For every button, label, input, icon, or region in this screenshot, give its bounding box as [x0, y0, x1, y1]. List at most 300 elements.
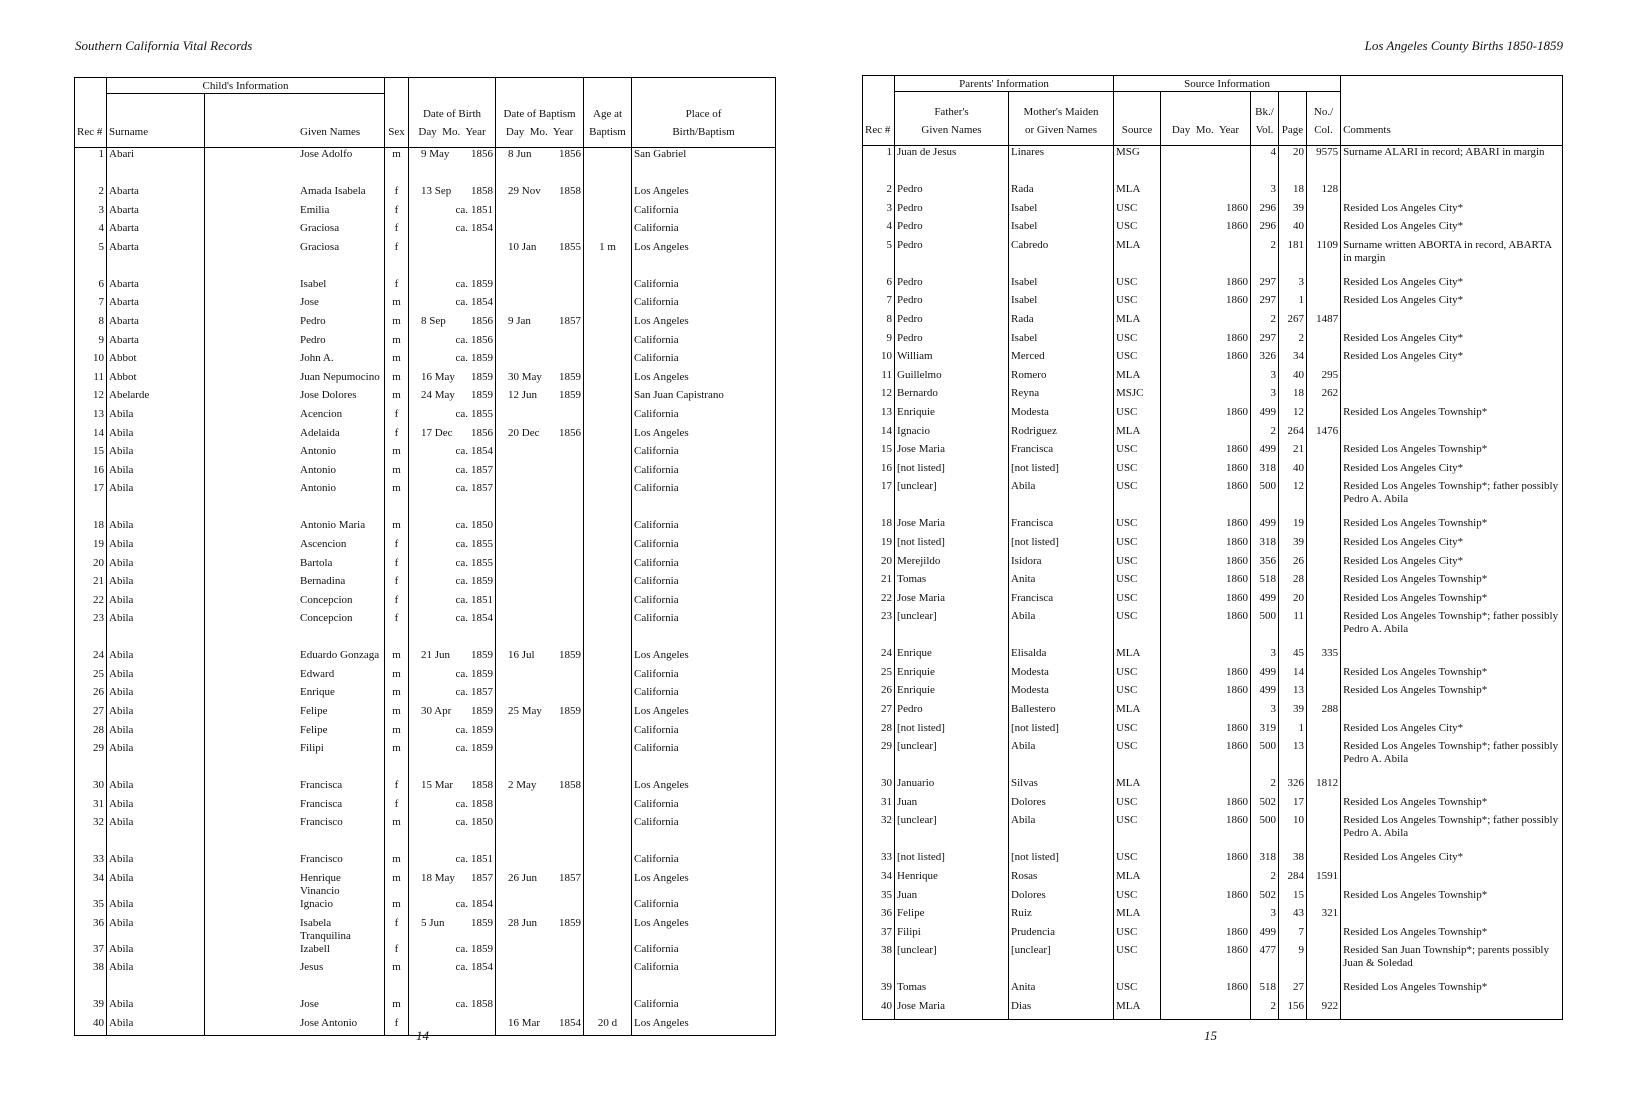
date-of-baptism	[496, 557, 584, 576]
date-of-baptism	[496, 315, 584, 334]
sex: m	[385, 742, 409, 779]
rec-number: 26	[75, 686, 107, 705]
bap-day-month: 28 Jun	[508, 916, 538, 929]
column	[1307, 889, 1341, 908]
source-year	[1161, 183, 1251, 202]
table-row	[863, 517, 1563, 536]
page: 39	[1279, 536, 1307, 555]
date-of-baptism	[496, 961, 584, 998]
col-father	[895, 92, 1009, 146]
column	[1307, 332, 1341, 351]
dob-year: 1856	[471, 426, 494, 439]
rec-number: 32	[75, 816, 107, 853]
table-row	[75, 724, 776, 743]
place-of-birth: San Juan Capistrano	[632, 389, 776, 408]
age-at-baptism	[584, 612, 632, 649]
source-year	[1161, 777, 1251, 796]
surname: Abila	[107, 427, 205, 446]
rec-number: 9	[75, 334, 107, 353]
age-at-baptism	[584, 557, 632, 576]
source: MSJC	[1114, 387, 1161, 406]
table-row	[863, 406, 1563, 425]
source-year: 1860	[1161, 406, 1251, 425]
table-row	[75, 222, 776, 241]
volume: 318	[1251, 536, 1279, 555]
sex: m	[385, 334, 409, 353]
volume: 500	[1251, 740, 1279, 777]
given-names: Eduardo Gonzaga	[205, 649, 385, 668]
sex: m	[385, 519, 409, 538]
father-given-names: Filipi	[895, 926, 1009, 945]
surname: Abila	[107, 649, 205, 668]
page: 26	[1279, 555, 1307, 574]
surname: Abila	[107, 686, 205, 705]
column	[1307, 517, 1341, 536]
dob-year: 1850	[471, 816, 494, 829]
father-given-names: Ignacio	[895, 425, 1009, 444]
source-year	[1161, 907, 1251, 926]
dob-year: 1856	[471, 333, 494, 346]
given-names: Acencion	[205, 408, 385, 427]
right-page-header: Los Angeles County Births 1850-1859	[1364, 38, 1563, 53]
rec-number: 31	[75, 798, 107, 817]
date-of-birth	[409, 575, 496, 594]
page: 10	[1279, 814, 1307, 851]
source: USC	[1114, 536, 1161, 555]
date-of-baptism	[496, 408, 584, 427]
source-year: 1860	[1161, 610, 1251, 647]
sex: f	[385, 408, 409, 427]
rec-number: 13	[863, 406, 895, 425]
table-row	[863, 796, 1563, 815]
sex: m	[385, 445, 409, 464]
source-year	[1161, 239, 1251, 276]
parents-source-table	[862, 75, 1563, 1020]
page: 11	[1279, 610, 1307, 647]
comments: Resided Los Angeles Township*; father possibly Pedro A. Abila	[1341, 814, 1563, 851]
sex: m	[385, 853, 409, 872]
place-of-birth: Los Angeles	[632, 315, 776, 334]
col-date: Day Mo. Year	[1161, 92, 1251, 146]
volume: 518	[1251, 981, 1279, 1000]
dob-day-month: ca.	[455, 961, 469, 974]
bap-day-month: 10 Jan	[508, 240, 537, 253]
page: 20	[1279, 146, 1307, 184]
surname: Abila	[107, 961, 205, 998]
child-info-rows	[75, 148, 776, 1036]
comments: Resided San Juan Township*; parents possibly Juan & Soledad	[1341, 944, 1563, 981]
rec-number: 19	[75, 538, 107, 557]
dob-day-month: ca.	[455, 203, 469, 216]
comments	[1341, 907, 1563, 926]
date-of-baptism	[496, 779, 584, 798]
source: MLA	[1114, 313, 1161, 332]
volume: 319	[1251, 722, 1279, 741]
comments: Resided Los Angeles City*	[1341, 276, 1563, 295]
source: USC	[1114, 517, 1161, 536]
father-label-top: Father's	[934, 106, 969, 118]
rec-number: 13	[75, 408, 107, 427]
given-names: Ignacio	[205, 898, 385, 917]
given-names: Antonio	[205, 445, 385, 464]
col-surname: Surname	[107, 94, 205, 148]
father-given-names: Enriquie	[895, 406, 1009, 425]
given-names: Izabell	[205, 943, 385, 962]
rec-number: 24	[863, 647, 895, 666]
dob-day-month: ca.	[455, 445, 469, 458]
table-row	[75, 315, 776, 334]
date-of-birth	[409, 961, 496, 998]
sex: m	[385, 296, 409, 315]
volume: 499	[1251, 684, 1279, 703]
volume: 499	[1251, 517, 1279, 536]
blank-header-cell	[385, 78, 409, 94]
comments: Resided Los Angeles Township*	[1341, 981, 1563, 1000]
place-of-birth: California	[632, 943, 776, 962]
page: 27	[1279, 981, 1307, 1000]
column	[1307, 350, 1341, 369]
blank-header-cell	[584, 78, 632, 94]
father-given-names: Jose Maria	[895, 517, 1009, 536]
sex: m	[385, 389, 409, 408]
rec-number: 29	[75, 742, 107, 779]
dob-year: 1857	[471, 463, 494, 476]
surname: Abelarde	[107, 389, 205, 408]
date-of-baptism	[496, 204, 584, 223]
date-of-birth	[409, 917, 496, 943]
column: 295	[1307, 369, 1341, 388]
dob-day-month: ca.	[455, 482, 469, 495]
place-of-birth: California	[632, 222, 776, 241]
given-names: Antonio	[205, 482, 385, 519]
date-of-baptism	[496, 575, 584, 594]
col-label-top: No./	[1313, 106, 1334, 118]
mother-names: Francisca	[1009, 443, 1114, 462]
mother-names: Modesta	[1009, 666, 1114, 685]
date-of-baptism	[496, 1017, 584, 1036]
rec-number: 32	[863, 814, 895, 851]
mother-names: Abila	[1009, 610, 1114, 647]
date-of-baptism	[496, 668, 584, 687]
place-of-birth: Los Angeles	[632, 705, 776, 724]
age-at-baptism	[584, 222, 632, 241]
mother-names: Isabel	[1009, 276, 1114, 295]
date-of-birth	[409, 943, 496, 962]
dob-year: 1857	[471, 686, 494, 699]
volume: 499	[1251, 666, 1279, 685]
given-names: Jose	[205, 296, 385, 315]
father-given-names: Guillelmo	[895, 369, 1009, 388]
age-at-baptism	[584, 668, 632, 687]
source: MLA	[1114, 870, 1161, 889]
bap-day-month: 25 May	[508, 705, 542, 718]
mother-names: Isabel	[1009, 332, 1114, 351]
volume: 3	[1251, 387, 1279, 406]
source: MLA	[1114, 369, 1161, 388]
date-of-baptism	[496, 705, 584, 724]
date-of-birth	[409, 668, 496, 687]
rec-number: 24	[75, 649, 107, 668]
father-given-names: [not listed]	[895, 462, 1009, 481]
mother-names: Dias	[1009, 1000, 1114, 1019]
mother-names: Prudencia	[1009, 926, 1114, 945]
age-at-baptism	[584, 278, 632, 297]
table-row	[75, 185, 776, 204]
rec-number: 14	[863, 425, 895, 444]
page: 2	[1279, 332, 1307, 351]
source-year	[1161, 387, 1251, 406]
bap-day-month: 8 Jun	[508, 148, 532, 160]
volume: 3	[1251, 907, 1279, 926]
surname: Abbot	[107, 371, 205, 390]
parents-group-header: Parents' Information	[895, 76, 1114, 92]
date-of-birth	[409, 557, 496, 576]
place-of-birth: Los Angeles	[632, 241, 776, 278]
age-at-baptism	[584, 315, 632, 334]
date-of-birth	[409, 594, 496, 613]
dob-year: 1854	[471, 445, 494, 458]
given-names: Enrique	[205, 686, 385, 705]
table-row	[863, 536, 1563, 555]
volume: 4	[1251, 146, 1279, 184]
dob-day-month: 16 May	[421, 370, 455, 383]
dob-year: 1859	[471, 370, 494, 383]
dob-subcols: Day Mo. Year	[418, 126, 486, 138]
rec-number: 7	[863, 294, 895, 313]
source-year: 1860	[1161, 220, 1251, 239]
comments: Resided Los Angeles City*	[1341, 536, 1563, 555]
comments	[1341, 369, 1563, 388]
bap-year: 1856	[559, 426, 582, 439]
column	[1307, 796, 1341, 815]
sex: m	[385, 705, 409, 724]
age-at-baptism	[584, 853, 632, 872]
source-year: 1860	[1161, 480, 1251, 517]
bap-year: 1858	[559, 779, 582, 792]
table-row	[863, 480, 1563, 517]
table-row	[75, 204, 776, 223]
surname: Abila	[107, 917, 205, 943]
dob-year: 1855	[471, 556, 494, 569]
surname: Abila	[107, 779, 205, 798]
given-names: Jose	[205, 998, 385, 1017]
dob-day-month: ca.	[455, 686, 469, 699]
rec-number: 20	[863, 555, 895, 574]
dob-year: 1859	[471, 705, 494, 718]
date-of-birth	[409, 185, 496, 204]
source: MLA	[1114, 1000, 1161, 1019]
father-given-names: Enriquie	[895, 684, 1009, 703]
date-of-baptism	[496, 998, 584, 1017]
rec-number: 6	[75, 278, 107, 297]
mother-names: Cabredo	[1009, 239, 1114, 276]
mother-names: Ballestero	[1009, 703, 1114, 722]
age-at-baptism	[584, 686, 632, 705]
table-row	[75, 943, 776, 962]
dob-year: 1854	[471, 222, 494, 235]
table-row	[75, 798, 776, 817]
rec-number: 20	[75, 557, 107, 576]
table-row	[75, 575, 776, 594]
rec-number: 36	[75, 917, 107, 943]
source: USC	[1114, 684, 1161, 703]
child-info-table	[74, 77, 776, 1036]
place-of-birth: California	[632, 482, 776, 519]
dob-year: 1854	[471, 296, 494, 309]
table-row	[863, 814, 1563, 851]
date-of-baptism	[496, 371, 584, 390]
dob-day-month: ca.	[455, 333, 469, 346]
date-of-birth	[409, 278, 496, 297]
mother-names: Isabel	[1009, 202, 1114, 221]
source: USC	[1114, 462, 1161, 481]
dob-year: 1859	[471, 277, 494, 290]
table-row	[75, 961, 776, 998]
rec-number: 11	[863, 369, 895, 388]
rec-number: 38	[75, 961, 107, 998]
rec-number: 4	[75, 222, 107, 241]
rec-number: 17	[863, 480, 895, 517]
rec-number: 5	[863, 239, 895, 276]
column	[1307, 684, 1341, 703]
rec-number: 3	[863, 202, 895, 221]
comments: Surname ALARI in record; ABARI in margin	[1341, 146, 1563, 184]
age-at-baptism	[584, 649, 632, 668]
comments: Resided Los Angeles Township*	[1341, 684, 1563, 703]
date-of-birth	[409, 427, 496, 446]
page: 19	[1279, 517, 1307, 536]
mother-names: Rodriguez	[1009, 425, 1114, 444]
rec-number: 9	[863, 332, 895, 351]
source-year	[1161, 425, 1251, 444]
place-of-birth: San Gabriel	[632, 148, 776, 186]
date-of-birth	[409, 352, 496, 371]
column	[1307, 443, 1341, 462]
surname: Abila	[107, 519, 205, 538]
bap-year: 1858	[559, 185, 582, 197]
mother-label-bottom: or Given Names	[1024, 124, 1098, 136]
dob-day-month: ca.	[455, 296, 469, 309]
date-of-baptism	[496, 853, 584, 872]
date-of-birth	[409, 724, 496, 743]
dob-day-month: ca.	[455, 797, 469, 810]
source-year	[1161, 146, 1251, 184]
table-row	[863, 146, 1563, 184]
mother-names: Francisca	[1009, 592, 1114, 611]
rec-number: 15	[863, 443, 895, 462]
source-year: 1860	[1161, 889, 1251, 908]
father-given-names: Jose Maria	[895, 592, 1009, 611]
dob-year: 1854	[471, 961, 494, 974]
table-row	[75, 296, 776, 315]
source-year: 1860	[1161, 276, 1251, 295]
dob-year: 1856	[471, 148, 494, 160]
page: 267	[1279, 313, 1307, 332]
source: USC	[1114, 740, 1161, 777]
page: 38	[1279, 851, 1307, 870]
given-names: Felipe	[205, 724, 385, 743]
surname: Abila	[107, 898, 205, 917]
table-row	[863, 425, 1563, 444]
sex: f	[385, 557, 409, 576]
table-row	[863, 276, 1563, 295]
father-given-names: Juan	[895, 889, 1009, 908]
father-given-names: Tomas	[895, 573, 1009, 592]
rec-number: 38	[863, 944, 895, 981]
dob-day-month: ca.	[455, 575, 469, 588]
surname: Abila	[107, 575, 205, 594]
place-of-birth: California	[632, 204, 776, 223]
page: 12	[1279, 480, 1307, 517]
table-row	[75, 779, 776, 798]
bap-day-month: 30 May	[508, 370, 542, 383]
source: USC	[1114, 220, 1161, 239]
dob-day-month: ca.	[455, 519, 469, 532]
dob-year: 1859	[471, 742, 494, 755]
father-given-names: Jose Maria	[895, 1000, 1009, 1019]
rec-number: 10	[863, 350, 895, 369]
source-year: 1860	[1161, 517, 1251, 536]
dob-group-label: Date of Birth	[422, 108, 482, 120]
given-names: Emilia	[205, 204, 385, 223]
column	[1307, 220, 1341, 239]
dob-year: 1855	[471, 537, 494, 550]
given-names: Concepcion	[205, 612, 385, 649]
place-of-birth: California	[632, 538, 776, 557]
table-row	[863, 294, 1563, 313]
table-row	[75, 427, 776, 446]
volume: 2	[1251, 1000, 1279, 1019]
rec-number: 14	[75, 427, 107, 446]
col-age-at-baptism	[584, 94, 632, 148]
sex: f	[385, 612, 409, 649]
dob-day-month: 13 Sep	[421, 185, 452, 197]
given-names: Francisco	[205, 853, 385, 872]
place-label-top: Place of	[685, 108, 722, 120]
source-year: 1860	[1161, 666, 1251, 685]
mother-names: Modesta	[1009, 406, 1114, 425]
date-of-baptism	[496, 872, 584, 898]
age-at-baptism	[584, 917, 632, 943]
table-row	[863, 889, 1563, 908]
date-of-birth	[409, 148, 496, 186]
table-row	[863, 740, 1563, 777]
column	[1307, 276, 1341, 295]
date-of-baptism	[496, 724, 584, 743]
date-of-birth	[409, 649, 496, 668]
mother-names: [not listed]	[1009, 462, 1114, 481]
table-row	[75, 872, 776, 898]
mother-names: Abila	[1009, 480, 1114, 517]
page: 14	[1279, 666, 1307, 685]
table-row	[863, 183, 1563, 202]
date-of-birth	[409, 898, 496, 917]
blank-header-cell	[409, 78, 496, 94]
table-row	[75, 352, 776, 371]
table-row	[75, 389, 776, 408]
source-year	[1161, 647, 1251, 666]
sex: m	[385, 649, 409, 668]
dob-year: 1858	[471, 779, 494, 792]
given-names: Isabel	[205, 278, 385, 297]
volume: 500	[1251, 814, 1279, 851]
column	[1307, 480, 1341, 517]
rec-number: 15	[75, 445, 107, 464]
bap-year: 1856	[559, 148, 582, 160]
column: 922	[1307, 1000, 1341, 1019]
surname: Abila	[107, 798, 205, 817]
source-year: 1860	[1161, 851, 1251, 870]
